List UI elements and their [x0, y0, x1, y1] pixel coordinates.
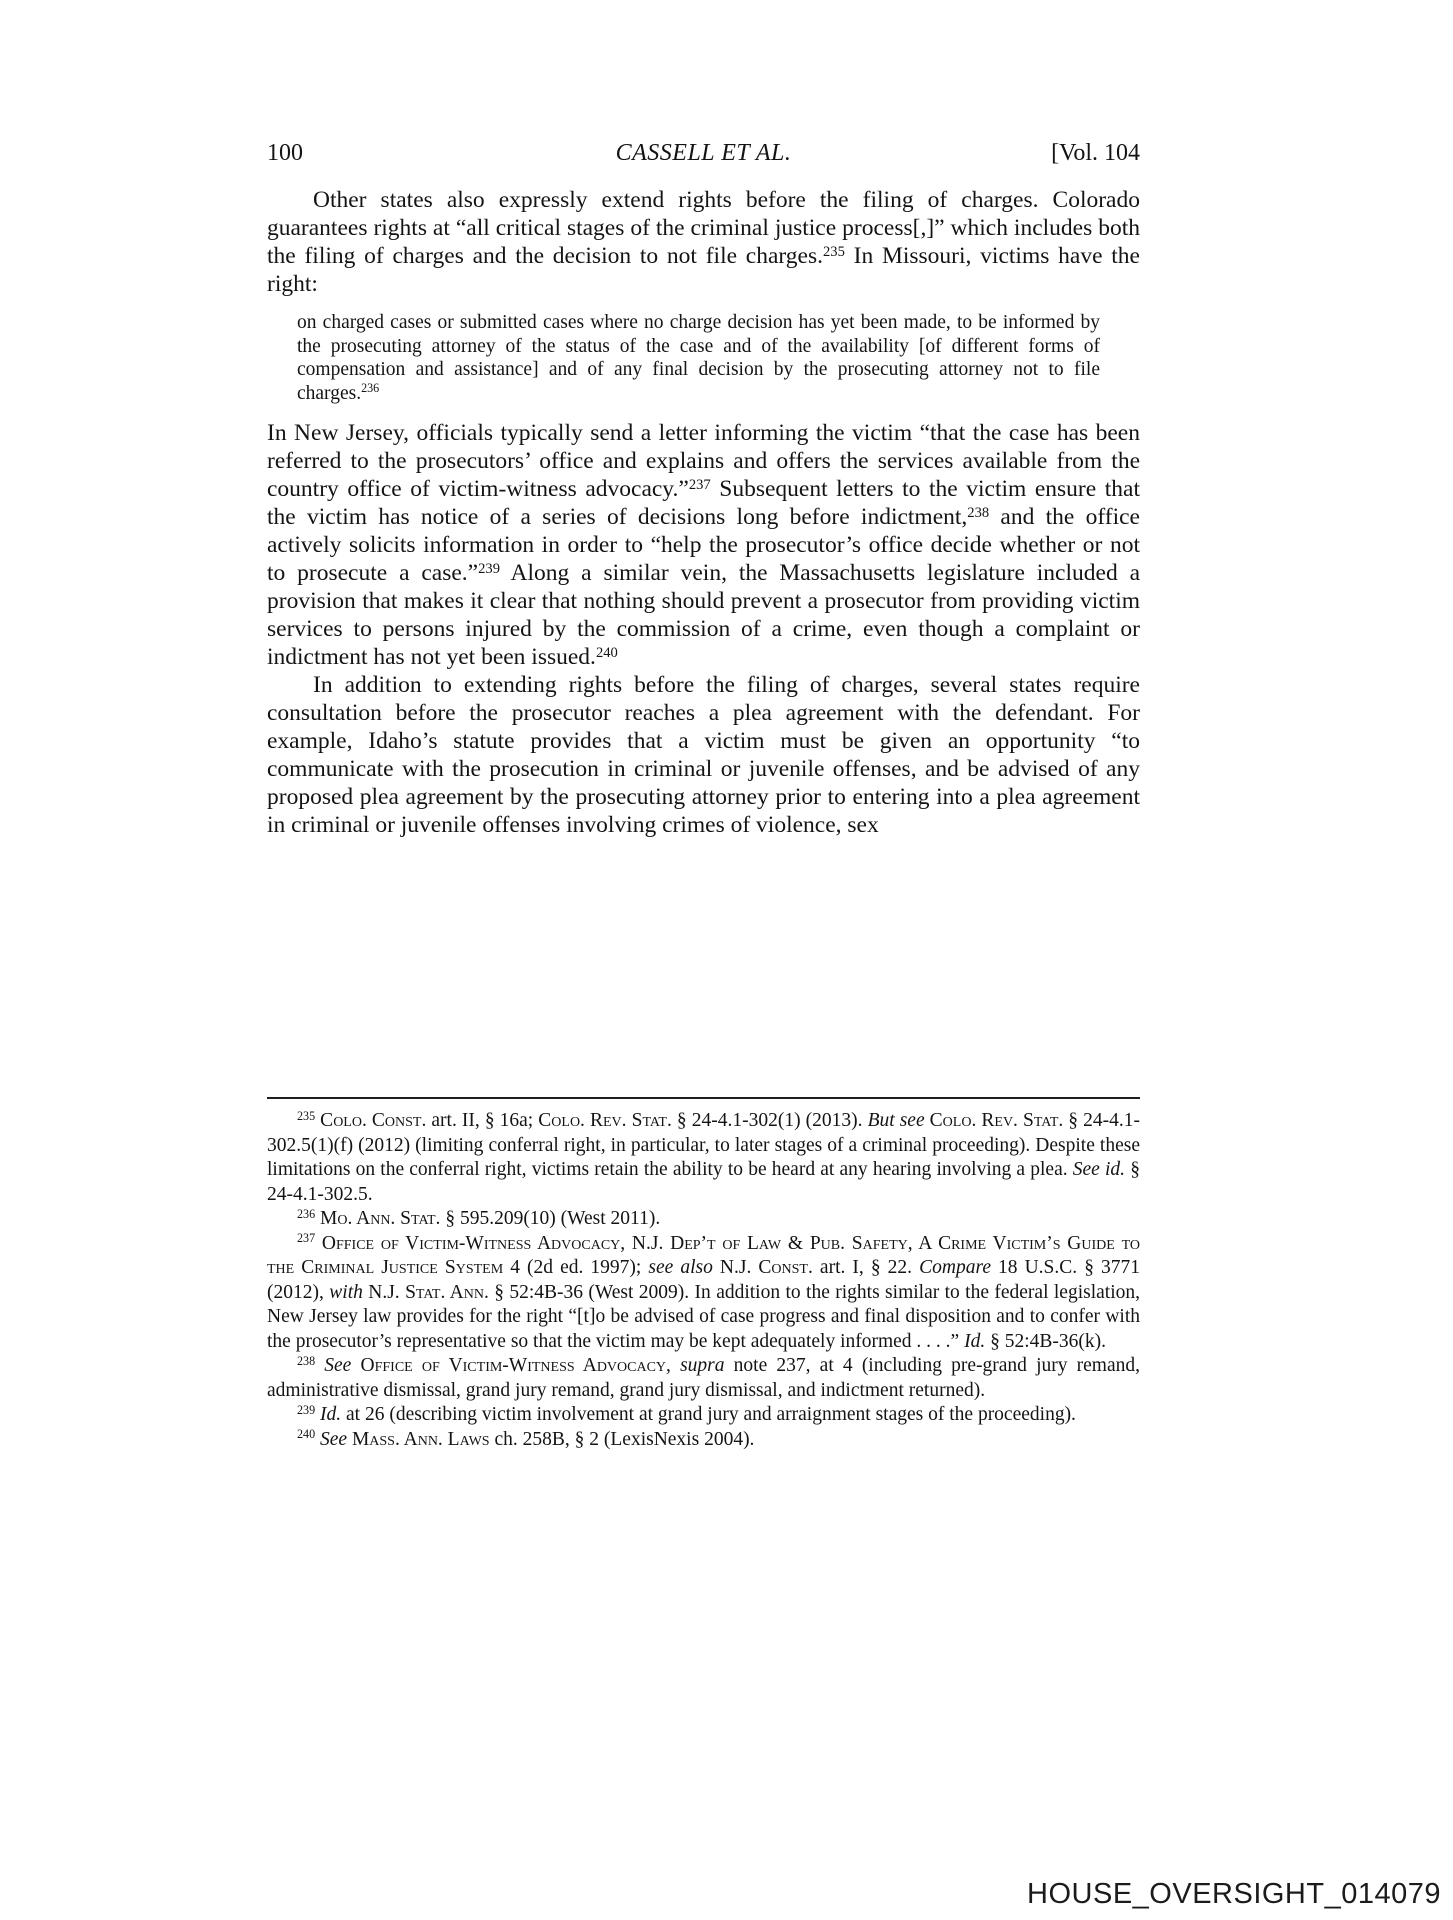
footnotes-section — [267, 1097, 1140, 1452]
paragraph: Other states also expressly extend rights before the filing of charges. Colorado guarantees rights at “all critical stages of the criminal justice process[,]” which includes both the filing of charges and the decision to not file charges.$^{235}$ In Missouri, victims have the right: — [267, 187, 1140, 297]
page-number: 100 — [267, 140, 303, 166]
footnote-239: $^{239}$ Id. at 26 (describing victim involvement at grand jury and arraignment stages of the proceeding). — [297, 1402, 1076, 1425]
footnote-separator-rule — [267, 1097, 1140, 1099]
block-quote: on charged cases or submitted cases where no charge decision has yet been made, to be informed by the prosecuting attorney of the status of the case and of the availability [of different forms of compensation and assistance] and of any final decision by the prosecuting attorney not to file charges.$^{236}$ — [297, 312, 1100, 404]
footnote-238: $^{238}$ See Office of Victim-Witness Advocacy, supra note 237, at 4 (including pre-grand jury remand, administrative dismissal, grand jury remand, grand jury dismissal, and indictment returned). — [267, 1353, 1140, 1401]
footnote-240: $^{240}$ See Mass. Ann. Laws ch. 258B, § 2 (LexisNexis 2004). — [297, 1427, 755, 1450]
bates-stamp: HOUSE_OVERSIGHT_014079 — [1027, 1878, 1441, 1910]
paragraph: In New Jersey, officials typically send a letter informing the victim “that the case has been referred to the prosecutors’ office and explains and offers the services available from the country office of victim-witness advocacy.”$^{237}$ Subsequent letters to the victim ensure that the victim has notice of a series of decisions long before indictment,$^{238}$ and the office actively solicits information in order to “help the prosecutor’s office decide whether or not to prosecute a case.”$^{239}$ Along a similar vein, the Massachusetts legislature included a provision that makes it clear that nothing should prevent a prosecutor from providing victim services to persons injured by the commission of a crime, even though a complaint or indictment has not yet been issued.$^{240}$ — [267, 420, 1140, 670]
footnote-237: $^{237}$ Office of Victim-Witness Advocacy, N.J. Dep’t of Law & Pub. Safety, A Crime Victim’s Guide to the Criminal Justice System 4 (2d ed. 1997); see also N.J. Const. art. I, § 22. Compare 18 U.S.C. § 3771 (2012), with N.J. Stat. Ann. § 52:4B-36 (West 2009). In addition to the rights similar to the federal legislation, New Jersey law provides for the right “[t]o be advised of case progress and final disposition and to confer with the prosecutor’s representative so that the victim may be kept adequately informed . . . .” Id. § 52:4B-36(k). — [267, 1231, 1141, 1352]
article-body — [267, 186, 1140, 839]
volume-number: [Vol. 104 — [1051, 140, 1140, 166]
paragraph: In addition to extending rights before the filing of charges, several states require consultation before the prosecutor reaches a plea agreement with the defendant. For example, Idaho’s statute provides that a victim must be given an opportunity “to communicate with the prosecution in criminal or juvenile offenses, and be advised of any proposed plea agreement by the prosecuting attorney prior to entering into a plea agreement in criminal or juvenile offenses involving crimes of violence, sex — [267, 672, 1140, 838]
running-title: CASSELL ET AL. — [615, 140, 792, 166]
footnote-235: $^{235}$ Colo. Const. art. II, § 16a; Colo. Rev. Stat. § 24-4.1-302(1) (2013). But see Colo. Rev. Stat. § 24-4.1-302.5(1)(f) (2012) (limiting conferral right, in particular, to later stages of a criminal proceeding). Despite these limitations on the conferral right, victims retain the ability to be heard at any hearing involving a plea. See id. § 24-4.1-302.5. — [267, 1108, 1140, 1205]
running-head — [267, 140, 1140, 170]
footnote-236: $^{236}$ Mo. Ann. Stat. § 595.209(10) (West 2011). — [297, 1206, 661, 1229]
